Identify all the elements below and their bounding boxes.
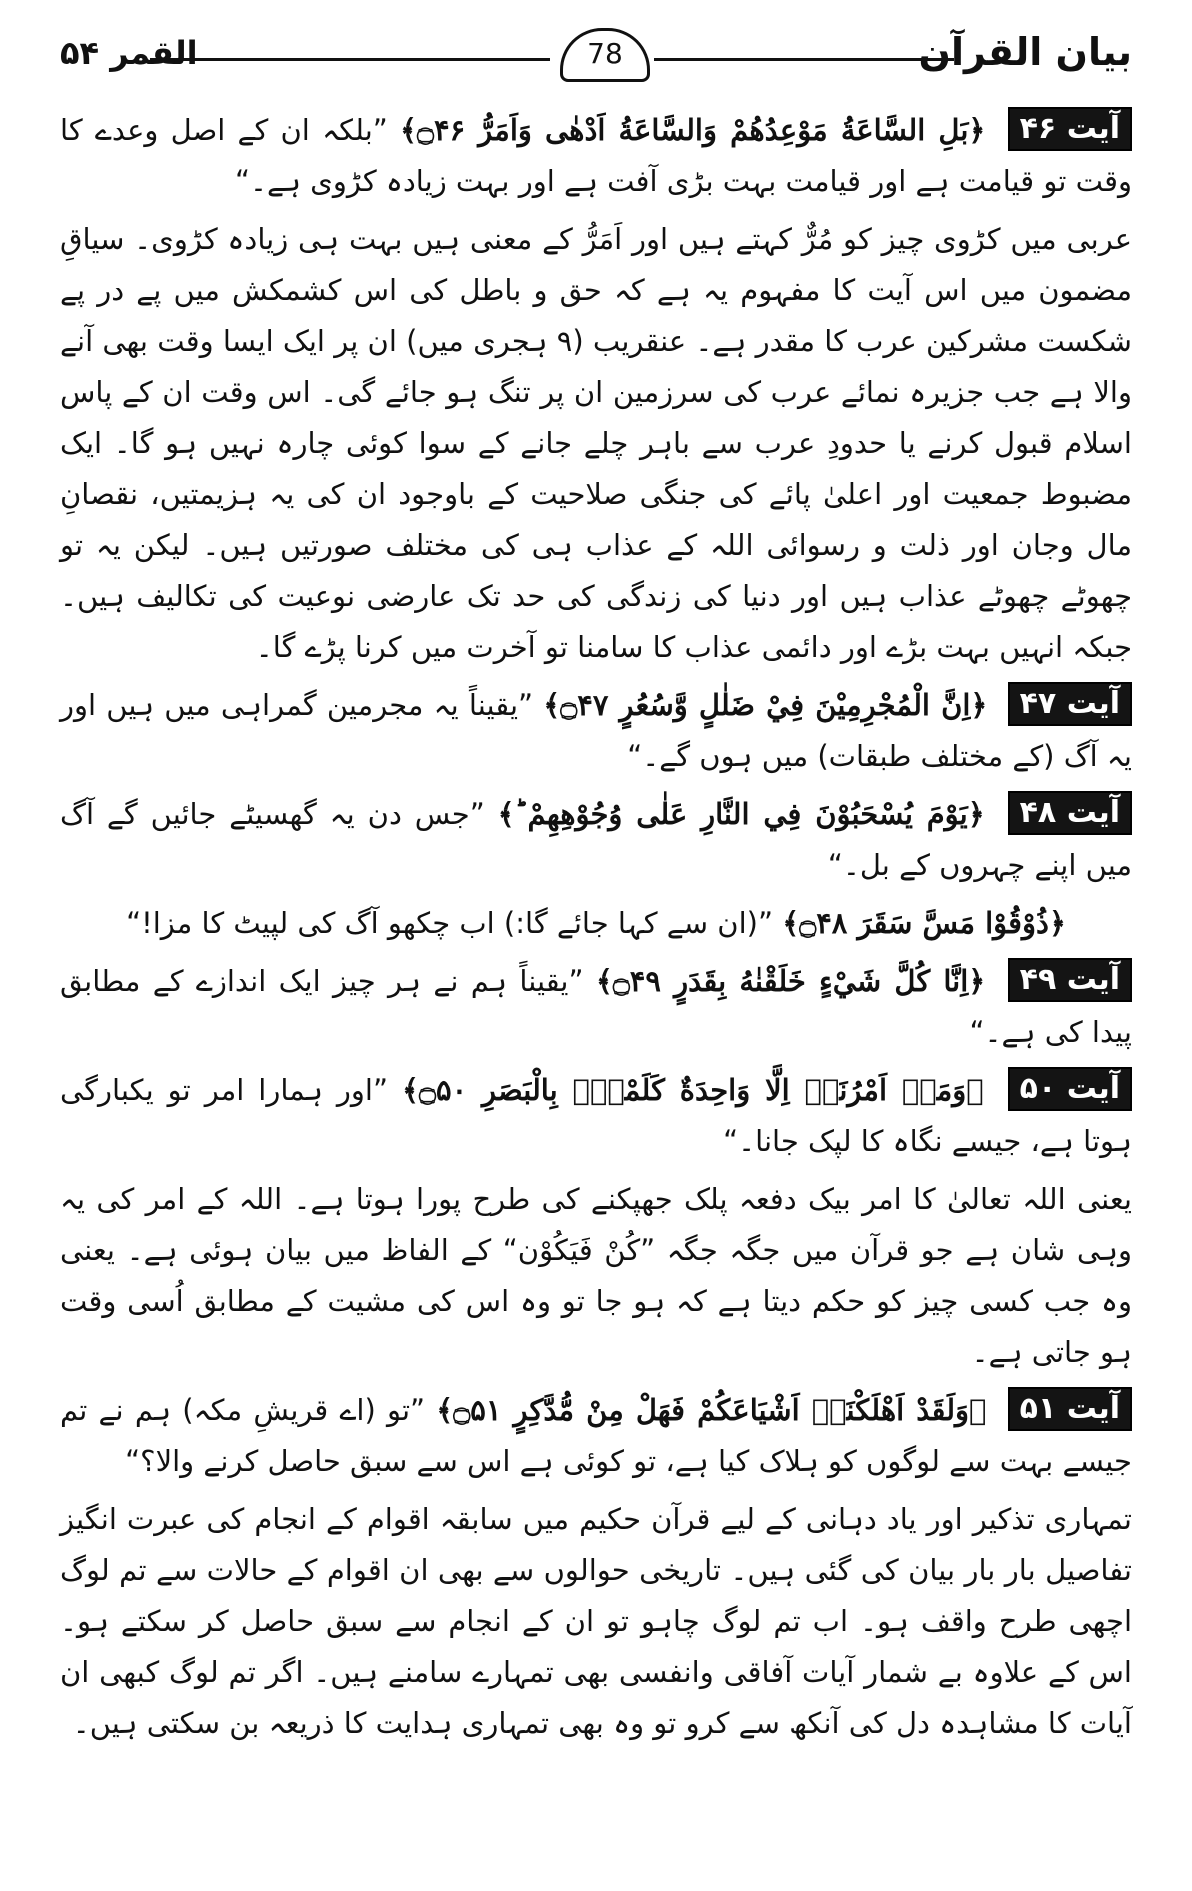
ayah-arabic: ﴿اِنَّا كُلَّ شَيْءٍ خَلَقْنٰهُ بِقَدَرٍ ۝۴۹﴾ [595, 964, 986, 998]
ayah-block [60, 680, 1132, 782]
header-rule-left [150, 58, 550, 61]
page-header [0, 0, 1192, 95]
ayah-arabic: ﴿يَوْمَ يُسْحَبُوْنَ فِي النَّارِ عَلٰى وُجُوْهِهِمْ ؕ﴾ [497, 797, 985, 831]
page-body [60, 105, 1132, 1756]
ayah-arabic: ﴿وَلَقَدْ اَهْلَكْنَاۤ اَشْيَاعَكُمْ فَهَلْ مِنْ مُّدَّكِرٍ ۝۵۱﴾ [436, 1393, 987, 1427]
ayah-arabic: ﴿بَلِ السَّاعَةُ مَوْعِدُهُمْ وَالسَّاعَةُ اَدْهٰی وَاَمَرُّ ۝۴۶﴾ [400, 113, 986, 147]
page-number: 78 [560, 28, 650, 82]
ayah-continuation [60, 898, 1132, 949]
ayah-translation: ”تو (اے قریشِ مکہ) ہم نے تم جیسے بہت سے لوگوں کو ہلاک کیا ہے، تو کوئی ہے اس سے سبق حاصل کرنے والا؟“ [60, 1393, 1132, 1478]
ayah-badge: آیت ۵۰ [1008, 1067, 1132, 1111]
ayah-block [60, 105, 1132, 207]
commentary-paragraph: یعنی اللہ تعالیٰ کا امر بیک دفعہ پلک جھپکنے کی طرح پورا ہوتا ہے۔ اللہ کے امر کی یہ وہی شان ہے جو قرآن میں جگہ جگہ ”کُنْ فَیَکُوْن“ کے الفاظ میں بیان ہوئی ہے۔ یعنی وہ جب کسی چیز کو حکم دیتا ہے کہ ہو جا تو وہ اس کی مشیت کے مطابق اُسی وقت ہو جاتی ہے۔ [60, 1182, 1132, 1369]
commentary-paragraph: عربی میں کڑوی چیز کو مُرٌّ کہتے ہیں اور اَمَرُّ کے معنی ہیں بہت ہی زیادہ کڑوی۔ سیاقِ مضمون میں اس آیت کا مفہوم یہ ہے کہ حق و باطل کی اس کشمکش میں پے در پے شکست مشرکین عرب کا مقدر ہے۔ عنقریب (۹ ہجری میں) ان پر ایک ایسا وقت بھی آنے والا ہے جب جزیرہ نمائے عرب کی سرزمین ان پر تنگ ہو جائے گی۔ اس وقت ان کے پاس اسلام قبول کرنے یا حدودِ عرب سے باہر چلے جانے کے سوا کوئی چارہ نہیں ہو گا۔ ایک مضبوط جمعیت اور اعلیٰ پائے کی جنگی صلاحیت کے باوجود ان کی یہ ہزیمتیں، نقصانِ مال وجان اور ذلت و رسوائی اللہ کے عذاب ہی کی مختلف صورتیں ہیں۔ لیکن یہ تو چھوٹے چھوٹے عذاب ہیں اور دنیا کی زندگی کی حد تک عارضی نوعیت کی تکالیف ہیں۔ جبکہ انہیں بہت بڑے اور دائمی عذاب کا سامنا تو آخرت میں کرنا پڑے گا۔ [60, 222, 1132, 664]
ayah-badge: آیت ۴۶ [1008, 107, 1132, 151]
ayah-translation: ”بلکہ ان کے اصل وعدے کا وقت تو قیامت ہے اور قیامت بہت بڑی آفت ہے اور بہت زیادہ کڑوی ہے۔“ [60, 113, 1132, 198]
ayah-badge: آیت ۴۸ [1008, 791, 1132, 835]
ayah-badge: آیت ۵۱ [1008, 1387, 1132, 1431]
header-rule-right [654, 58, 954, 61]
ayah-block [60, 1065, 1132, 1167]
commentary-paragraph: تمہاری تذکیر اور یاد دہانی کے لیے قرآن حکیم میں سابقہ اقوام کے انجام کی عبرت انگیز تفاصیل بار بار بیان کی گئی ہیں۔ تاریخی حوالوں سے بھی ان اقوام کے حالات سے تم لوگ اچھی طرح واقف ہو۔ اب تم لوگ چاہو تو ان کے انجام سے سبق حاصل کر سکتے ہو۔ اس کے علاوہ بے شمار آیات آفاقی وانفسی بھی تمہارے سامنے ہیں۔ اگر تم لوگ کبھی ان آیات کا مشاہدہ دل کی آنکھ سے کرو تو وہ بھی تمہاری ہدایت کا ذریعہ بن سکتی ہیں۔ [60, 1502, 1132, 1740]
ayah-translation: ”جس دن یہ گھسیٹے جائیں گے آگ میں اپنے چہروں کے بل۔“ [60, 797, 1132, 882]
ayah-badge: آیت ۴۷ [1008, 682, 1132, 726]
ayah-translation: ”اور ہمارا امر تو یکبارگی ہوتا ہے، جیسے نگاہ کا لپک جانا۔“ [60, 1073, 1132, 1158]
ayah-block [60, 956, 1132, 1058]
ayah-arabic: ﴿اِنَّ الْمُجْرِمِيْنَ فِيْ ضَلٰلٍ وَّسُعُرٍ ۝۴۷﴾ [543, 688, 988, 722]
ayah-arabic: ﴿وَمَاۤ اَمْرُنَاۤ اِلَّا وَاحِدَةٌ كَلَمْحٍۭ بِالْبَصَرِ ۝۵۰﴾ [402, 1073, 984, 1107]
ayah-badge: آیت ۴۹ [1008, 958, 1132, 1002]
book-title: بیان القرآن [918, 30, 1132, 74]
ayah-block [60, 789, 1132, 891]
ayah-block [60, 1385, 1132, 1487]
ayah-arabic: ﴿ذُوْقُوْا مَسَّ سَقَرَ ۝۴۸﴾ [782, 906, 1066, 940]
ayah-translation: ”(ان سے کہا جائے گا:) اب چکھو آگ کی لپیٹ کا مزا!“ [126, 906, 773, 940]
ayah-translation: ”یقیناً یہ مجرمین گمراہی میں ہیں اور یہ آگ (کے مختلف طبقات) میں ہوں گے۔“ [60, 688, 1132, 773]
surah-label: القمر ۵۴ [60, 34, 198, 72]
ayah-translation: ”یقیناً ہم نے ہر چیز ایک اندازے کے مطابق پیدا کی ہے۔“ [60, 964, 1132, 1049]
